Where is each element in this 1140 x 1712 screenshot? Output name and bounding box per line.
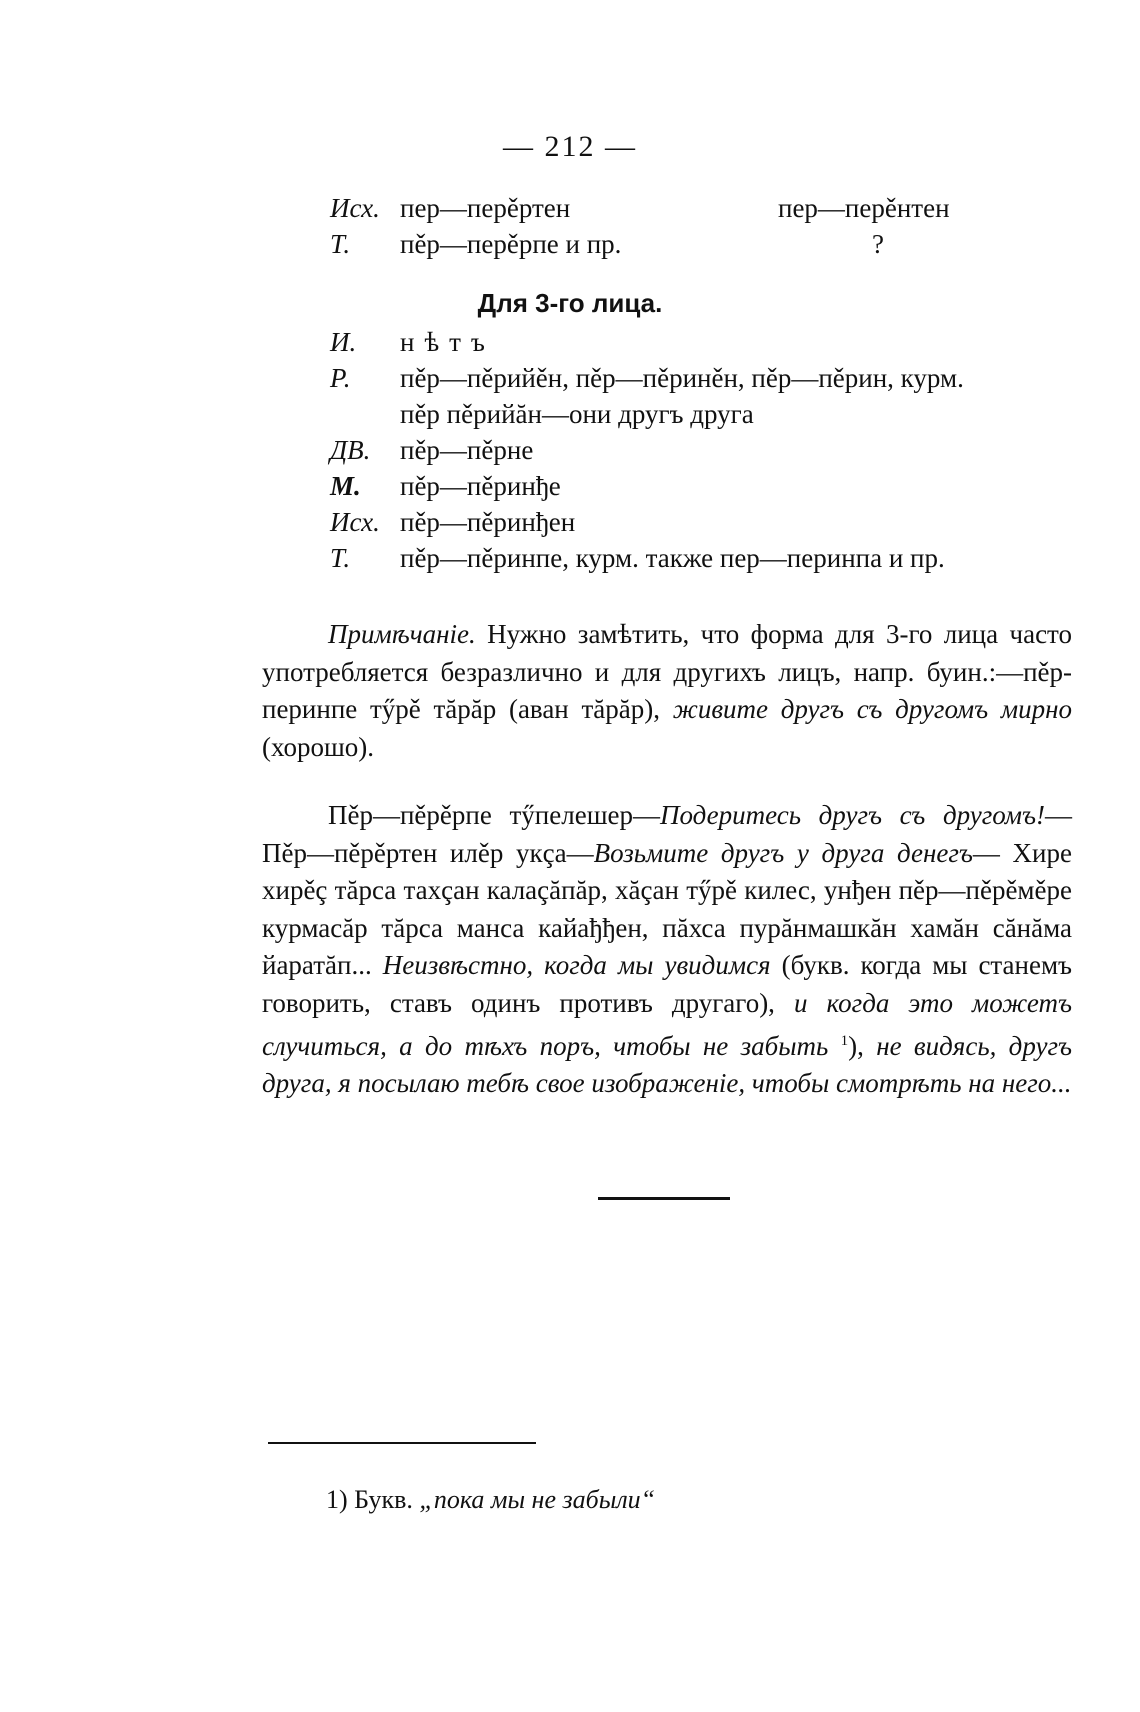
example-text: — Пěр—пěрěртен илěр укçа— [262, 800, 1072, 868]
note-tail: (хорошо). [262, 731, 374, 762]
example-translation: Неизвѣстно, когда мы увидимся [382, 950, 771, 981]
declension-row [330, 432, 533, 468]
example-translation: Возьмите другъ у друга денегъ [593, 837, 973, 868]
note-title: Примѣчаніе. [328, 619, 476, 649]
declension-row [330, 540, 945, 576]
case-label: ДВ. [330, 435, 371, 465]
case-label: Р. [330, 363, 351, 393]
example-text: — Хире хирěç тăрса тахçан калаçăпăр, хăçан тӳрě килес, унђен пěр—пěрěмěре курмасăр тăрса манса кайађђен, пăхса пурăнмашкăн хамăн сăнăма йаратăп... [262, 837, 1072, 981]
declension-row [330, 190, 950, 226]
example-paragraph [262, 797, 1072, 1103]
form-text: нѣтъ [400, 327, 495, 357]
form-a: пер—перěртен [400, 193, 571, 223]
case-label: Исх. [330, 193, 380, 223]
form-text: пěр—пěринпе, курм. также пер—перинпа и пр. [400, 543, 945, 573]
example-translation: Подеритесь другъ съ другомъ! [659, 800, 1045, 830]
form-text: пěр—пěринђе [400, 471, 561, 501]
note-italic: живите другъ съ другомъ мирно [672, 694, 1073, 725]
case-label: Т. [330, 229, 351, 259]
footnote-text: Букв. [354, 1485, 413, 1514]
form-text: пěр—пěрийěн, пěр—пěринěн, пěр—пěрин, курм. [400, 363, 964, 393]
footnote-divider [268, 1442, 536, 1444]
page-number: — 212 — [503, 130, 637, 163]
footnote-mark: 1) [326, 1485, 348, 1514]
footnote-italic: „пока мы не забыли“ [419, 1485, 656, 1514]
form-text: пěр—пěринђен [400, 507, 576, 537]
note-paragraph [262, 616, 1072, 766]
form-b: пер—перěнтен [778, 193, 950, 223]
question-mark: ? [872, 229, 884, 259]
case-label: И. [330, 327, 357, 357]
form-a: пěр—перěрпе и пр. [400, 229, 622, 259]
case-label: Т. [330, 543, 351, 573]
example-translation: и когда это можетъ случиться, а до тѣхъ поръ, чтобы не забыть [262, 987, 1072, 1061]
declension-row [330, 396, 754, 432]
example-text: (букв. когда мы станемъ говорить, ставъ одинъ противъ другаго), [262, 950, 1073, 1018]
example-text: ), [848, 1030, 864, 1061]
declension-row [330, 504, 575, 540]
declension-row [330, 468, 561, 504]
declension-row [330, 226, 884, 262]
form-text: пěр пěрийăн—они другъ друга [400, 399, 754, 429]
example-text: Пěр—пěрěрпе тӳпелешер— [328, 800, 660, 830]
footnote [326, 1485, 655, 1515]
section-heading: Для 3-го лица. [477, 288, 663, 318]
case-label: М. [330, 471, 361, 501]
case-label: Исх. [330, 507, 380, 537]
declension-row [330, 324, 495, 360]
example-translation: не видясь, другъ друга, я посылаю тебѣ свое изображеніе, чтобы смотрѣть на него... [262, 1030, 1073, 1099]
section-divider [598, 1197, 730, 1200]
footnote-marker: 1 [840, 1032, 849, 1049]
note-text: Нужно замѣтить, что форма для 3-го лица часто употребляется безразлично и для другихъ лицъ, напр. буин.:—пěр-перинпе тӳрě тăрăр (аван тăрăр), [262, 619, 1072, 725]
form-text: пěр—пěрне [400, 435, 534, 465]
declension-row [330, 360, 964, 396]
